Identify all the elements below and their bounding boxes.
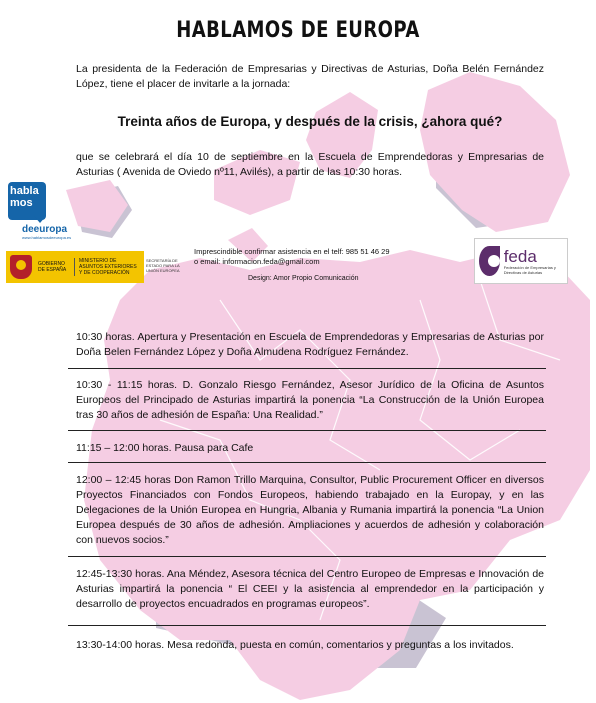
phone-line: Imprescindible confirmar asistencia en el telf: 985 51 46 29 [194,247,390,256]
coat-of-arms-icon [10,255,32,279]
logo-text: deeuropa [22,224,68,235]
gobierno-espana-logo [6,251,144,283]
logo-text: GOBIERNO DE ESPAÑA [38,261,67,273]
contact-info [194,247,434,267]
feda-mark-icon [479,246,500,276]
logo-text: mos [10,197,33,209]
feda-logo [474,238,568,284]
speech-bubble-icon [8,182,46,220]
logo-text: MINISTERIO DE ASUNTOS EXTERIORES Y DE COOPERACIÓN [74,258,139,276]
email-line: o email: informacion.feda@gmail.com [194,257,320,266]
page-title: HABLAMOS DE EUROPA [176,18,420,43]
divider [68,625,546,626]
program-item: 10:30 horas. Apertura y Presentación en Escuela de Emprendedoras y Empresarias de Asturias por Doña Belen Fernández López y Doña Almudena Rodríguez Fernández. [76,331,544,358]
program-item: 10:30 - 11:15 horas. D. Gonzalo Riesgo Fernández, Asesor Jurídico de la Oficina de Asuntos Europeos del Principado de Asturias impartirá la ponencia “La Construcción de la Unión Europea tras 30 años de adhesión de España: Una Realidad.” [76,379,544,421]
event-venue: que se celebrará el día 10 de septiembre en la Escuela de Emprendedoras y Empresarias de Asturias ( Avenida de Oviedo nº11, Avilés), a partir de las 10:30 horas. [76,151,544,178]
logo-text: feda [503,246,537,266]
logo-text: habla [10,185,39,197]
program-item: 13:30-14:00 horas. Mesa redonda, puesta en común, comentarios y preguntas a los invitados. [76,639,514,651]
program-item: 11:15 – 12:00 horas. Pausa para Cafe [76,442,254,454]
invitation-intro: La presidenta de la Federación de Empresarias y Directivas de Asturias, Doña Belén Fernández López, tiene el placer de invitarle a la jornada: [76,63,544,90]
logo-text: SECRETARÍA DE ESTADO PARA LA UNIÓN EUROPEA [146,258,180,273]
divider [68,462,546,463]
event-subtitle: Treinta años de Europa, y después de la crisis, ¿ahora qué? [117,114,503,129]
program-item: 12:45-13:30 horas. Ana Méndez, Asesora técnica del Centro Europeo de Empresas e Innovación de Asturias impartirá la ponencia “ El CEEI y la asistencia al emprendedor en la participación y desarrollo de proyectos encuadrados en programas europeos”. [76,568,544,610]
hablamos-de-europa-logo [8,182,72,240]
divider [68,368,546,369]
program-item: 12:00 – 12:45 horas Don Ramon Trillo Marquina, Consultor, Public Procurement Officer en diversos Proyectos Financiados con Fondos Europeos, habiendo trabajado en la Europay, y en las Delegaciones de la Unión Europea en Hungria, Albania y Rumania impartirá la ponencia “La Union Europea después de 30 años de adhesión. Ampliaciones y acuerdos de adhesión y colaboración con nuevos socios.” [76,474,544,546]
logo-text: www.hablamosdeeuropa.es [22,235,72,240]
divider [68,556,546,557]
design-credit: Design: Amor Propio Comunicación [248,275,359,282]
divider [68,430,546,431]
logo-text: Federación de Empresarias y Directivas de Asturias [503,264,556,275]
